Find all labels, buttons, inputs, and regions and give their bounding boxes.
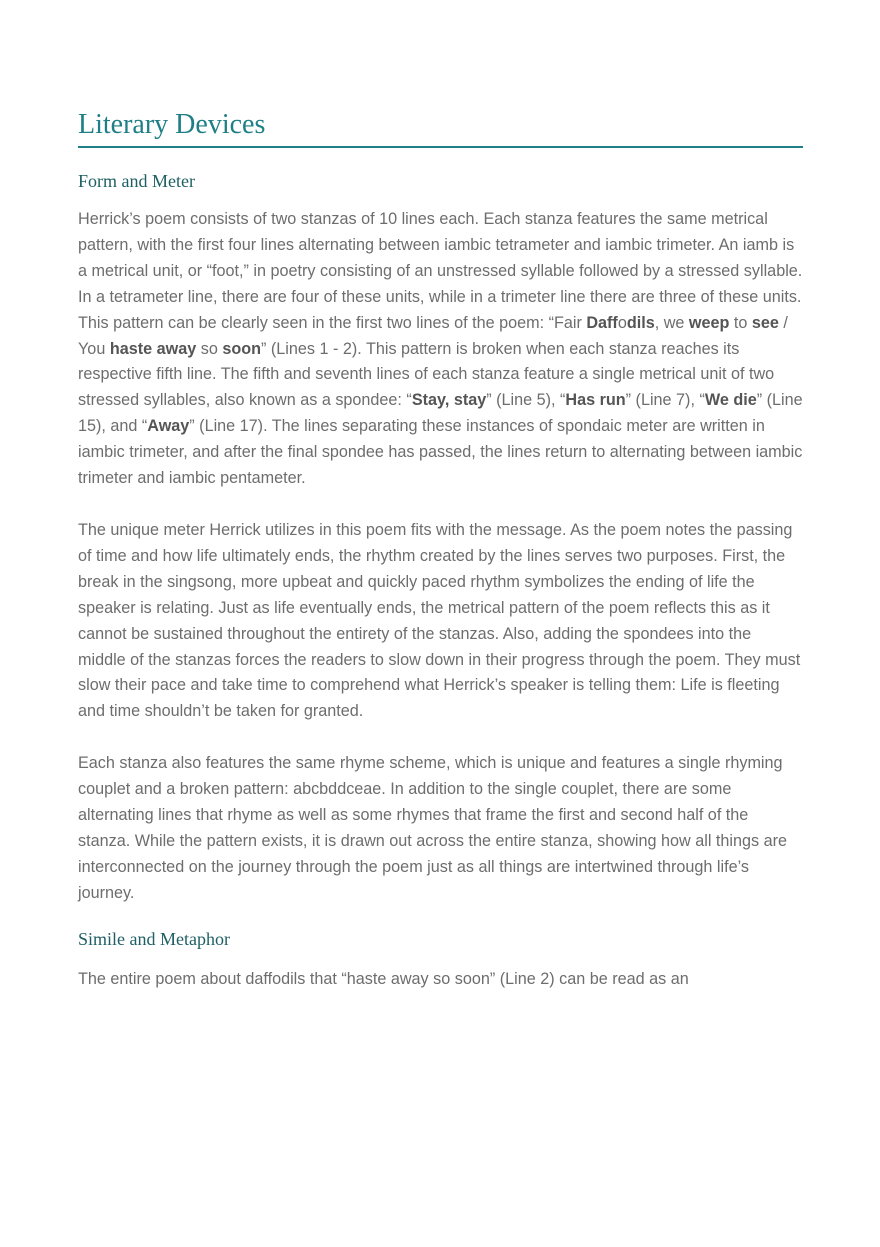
- paragraph-meter-message: The unique meter Herrick utilizes in this poem fits with the message. As the poem notes the passing of time and how life ultimately ends, the rhythm created by the lines serves two purposes. First, the break in the singsong, more upbeat and quickly paced rhythm symbolizes the ending of life the speaker is relating. Just as life eventually ends, the metrical pattern of the poem reflects this as it cannot be sustained throughout the entirety of the stanzas. Also, adding the spondees into the middle of the stanzas forces the readers to slow down in their progress through the poem. They must slow their pace and take time to comprehend what Herrick’s speaker is telling them: Life is fleeting and time shouldn’t be taken for granted.: [78, 520, 801, 721]
- paragraph-meter-description: Herrick’s poem consists of two stanzas of 10 lines each. Each stanza features the same metrical pattern, with the first four lines alternating between iambic tetrameter and iambic trimeter. An iamb is a metrical unit, or “foot,” in poetry consisting of an unstressed syllable followed by a stressed syllable. In a tetrameter line, there are four of these units, while in a trimeter line there are three of these units. This pattern can be clearly seen in the first two lines of the poem: “Fair Daffodils, we weep to see / You haste away so soon” (Lines 1 - 2). This pattern is broken when each stanza reaches its respective fifth line. The fifth and seventh lines of each stanza feature a single metrical unit of two stressed syllables, also known as a spondee: “Stay, stay” (Line 5), “Has run” (Line 7), “We die” (Line 15), and “Away” (Line 17). The lines separating these instances of spondaic meter are written in iambic trimeter, and after the final spondee has passed, the lines return to alternating between iambic trimeter and iambic pentameter.: [78, 210, 803, 488]
- paragraph-rhyme-scheme: Each stanza also features the same rhyme scheme, which is unique and features a single rhyming couplet and a broken pattern: abcbddceae. In addition to the single couplet, there are some alternating lines that rhyme as well as some rhymes that frame the first and second half of the stanza. While the pattern exists, it is drawn out across the entire stanza, showing how all things are interconnected on the journey through the poem just as all things are intertwined through life’s journey.: [78, 754, 788, 902]
- section-heading-simile-metaphor: Simile and Metaphor: [78, 928, 230, 949]
- document-page: [78, 108, 803, 993]
- paragraph-simile-intro: The entire poem about daffodils that “haste away so soon” (Line 2) can be read as an: [78, 969, 689, 988]
- section-heading-form-meter: Form and Meter: [78, 171, 195, 191]
- page-title: Literary Devices: [78, 108, 803, 148]
